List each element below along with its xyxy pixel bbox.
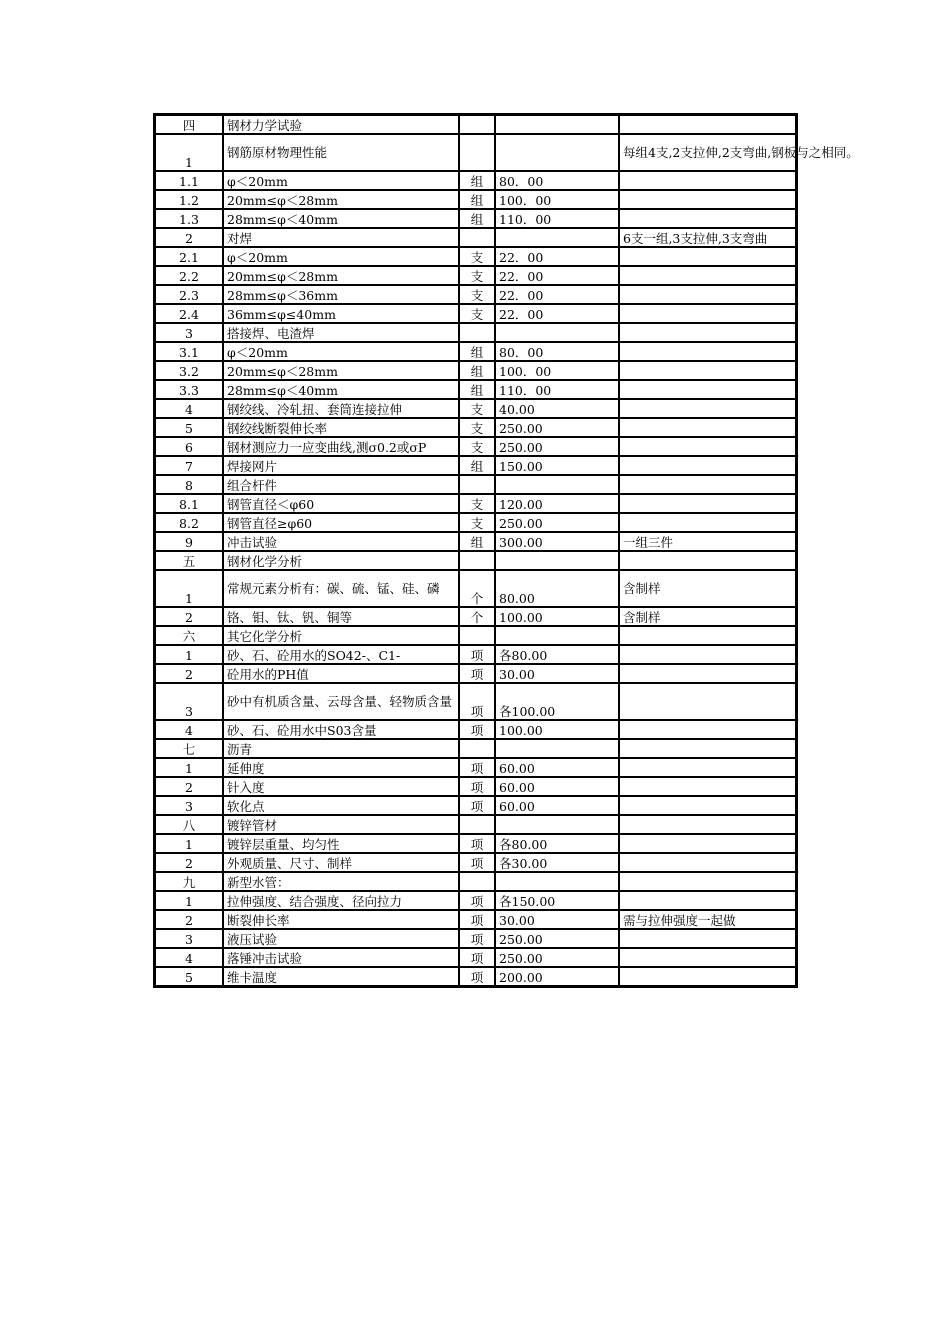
item-number: 3 [155,929,223,948]
item-price: 100.00 [495,720,619,739]
item-unit: 项 [459,720,495,739]
item-name: 铬、钼、钛、钒、铜等 [223,607,459,626]
item-number: 1.2 [155,190,223,209]
item-number: 1 [155,891,223,910]
item-name: 砼用水的PH值 [223,664,459,683]
item-unit: 支 [459,266,495,285]
item-note [619,891,796,910]
item-name: 常规元素分析有：碳、硫、锰、硅、磷 [223,570,459,607]
table-row [155,285,796,304]
item-number: 2.3 [155,285,223,304]
item-unit: 项 [459,910,495,929]
item-price: 各150.00 [495,891,619,910]
item-note [619,323,796,342]
table-row [155,664,796,683]
item-price: 80.00 [495,570,619,607]
table-row [155,437,796,456]
item-note [619,266,796,285]
item-price: 各80.00 [495,834,619,853]
item-price [495,323,619,342]
item-unit: 支 [459,418,495,437]
item-price: 各80.00 [495,645,619,664]
table-row [155,380,796,399]
item-price: 250.00 [495,948,619,967]
item-name: 液压试验 [223,929,459,948]
item-unit [459,115,495,134]
item-unit: 组 [459,532,495,551]
item-note [619,361,796,380]
item-price: 250.00 [495,929,619,948]
item-number: 6 [155,437,223,456]
item-name: 钢筋原材物理性能 [223,134,459,171]
item-price: 100.00 [495,607,619,626]
item-name: φ＜20mm [223,342,459,361]
item-number: 8.2 [155,513,223,532]
table-row [155,948,796,967]
item-unit: 项 [459,967,495,986]
item-name: 断裂伸长率 [223,910,459,929]
item-number: 1 [155,758,223,777]
item-note [619,626,796,645]
item-name: 砂中有机质含量、云母含量、轻物质含量 [223,683,459,720]
item-note [619,342,796,361]
item-note [619,171,796,190]
table-body [155,115,859,986]
item-number: 2.2 [155,266,223,285]
item-name: 新型水管： [223,872,459,891]
item-number: 六 [155,626,223,645]
item-unit: 组 [459,209,495,228]
item-note [619,380,796,399]
item-unit: 个 [459,607,495,626]
item-unit: 支 [459,399,495,418]
item-name: 36mm≤φ≤40mm [223,304,459,323]
item-number: 1 [155,570,223,607]
item-note: 需与拉伸强度一起做 [619,910,796,929]
table-row [155,570,796,607]
item-name: 28mm≤φ＜36mm [223,285,459,304]
item-price [495,872,619,891]
item-unit: 项 [459,796,495,815]
item-note [619,720,796,739]
item-unit [459,475,495,494]
table-row [155,532,796,551]
item-name: 组合杆件 [223,475,459,494]
item-number: 2 [155,910,223,929]
item-price: 22．00 [495,247,619,266]
table-row [155,304,796,323]
item-price: 30.00 [495,664,619,683]
table-row [155,815,796,834]
item-note [619,247,796,266]
item-price: 110．00 [495,380,619,399]
item-number: 4 [155,720,223,739]
item-name: 28mm≤φ＜40mm [223,380,459,399]
table-row [155,626,796,645]
item-unit: 项 [459,777,495,796]
item-unit: 组 [459,361,495,380]
item-price: 250.00 [495,437,619,456]
item-price: 200.00 [495,967,619,986]
item-unit: 组 [459,456,495,475]
item-unit: 项 [459,891,495,910]
table-row [155,323,796,342]
table-row [155,853,796,872]
item-note: 每组4支,2支拉伸,2支弯曲,钢板与之相同。 [619,134,796,171]
item-note [619,872,796,891]
table-row [155,645,796,664]
item-name: 28mm≤φ＜40mm [223,209,459,228]
item-price: 300.00 [495,532,619,551]
document-page [153,113,859,988]
item-name: 钢材测应力一应变曲线,测σ0.2或σP [223,437,459,456]
item-price: 120.00 [495,494,619,513]
item-unit [459,551,495,570]
item-number: 2 [155,853,223,872]
item-unit: 项 [459,834,495,853]
table-row [155,872,796,891]
table-row [155,361,796,380]
item-number: 1.3 [155,209,223,228]
item-unit [459,739,495,758]
item-note [619,796,796,815]
item-number: 1 [155,834,223,853]
item-name: 焊接网片 [223,456,459,475]
item-price: 各100.00 [495,683,619,720]
table-row [155,758,796,777]
item-name: 镀锌管材 [223,815,459,834]
item-price: 22．00 [495,285,619,304]
item-unit: 项 [459,645,495,664]
test-fee-table [153,113,859,988]
table-row [155,513,796,532]
item-unit [459,872,495,891]
item-unit: 组 [459,190,495,209]
table-row [155,134,796,171]
item-price: 110．00 [495,209,619,228]
item-price: 150.00 [495,456,619,475]
item-price: 100．00 [495,190,619,209]
item-number: 3 [155,683,223,720]
item-price [495,815,619,834]
item-unit [459,626,495,645]
item-number: 3.1 [155,342,223,361]
item-unit: 项 [459,683,495,720]
item-note [619,815,796,834]
item-number: 2 [155,777,223,796]
item-name: 维卡温度 [223,967,459,986]
item-number: 3.2 [155,361,223,380]
item-name: 砂、石、砼用水的SO42-、C1- [223,645,459,664]
item-unit: 支 [459,285,495,304]
item-note [619,456,796,475]
item-note [619,967,796,986]
item-unit: 支 [459,304,495,323]
item-note [619,551,796,570]
item-note [619,929,796,948]
table-row [155,891,796,910]
item-unit [459,134,495,171]
item-unit [459,323,495,342]
item-unit: 个 [459,570,495,607]
table-row [155,607,796,626]
item-number: 5 [155,967,223,986]
table-row [155,266,796,285]
item-unit: 项 [459,758,495,777]
item-name: φ＜20mm [223,171,459,190]
item-price [495,115,619,134]
item-number: 七 [155,739,223,758]
item-unit [459,228,495,247]
item-note [619,513,796,532]
item-unit: 支 [459,247,495,266]
item-name: 20mm≤φ＜28mm [223,361,459,380]
item-name: 钢管直径＜φ60 [223,494,459,513]
item-unit: 支 [459,494,495,513]
item-unit [459,815,495,834]
item-name: 其它化学分析 [223,626,459,645]
item-price: 各30.00 [495,853,619,872]
item-number: 1 [155,645,223,664]
item-note [619,645,796,664]
item-number: 2.1 [155,247,223,266]
item-number: 2 [155,228,223,247]
item-unit: 项 [459,929,495,948]
item-unit: 项 [459,664,495,683]
item-note [619,475,796,494]
item-number: 5 [155,418,223,437]
item-price: 40.00 [495,399,619,418]
item-price: 250.00 [495,418,619,437]
item-price: 60.00 [495,796,619,815]
table-row [155,228,796,247]
item-name: 对焊 [223,228,459,247]
item-name: 落锤冲击试验 [223,948,459,967]
table-row [155,910,796,929]
item-note: 含制样 [619,607,796,626]
item-price [495,626,619,645]
item-note [619,304,796,323]
item-price: 80．00 [495,171,619,190]
item-name: 钢绞线断裂伸长率 [223,418,459,437]
table-row [155,342,796,361]
item-price: 60.00 [495,777,619,796]
table-row [155,777,796,796]
item-number: 7 [155,456,223,475]
item-price: 100．00 [495,361,619,380]
item-name: 软化点 [223,796,459,815]
item-number: 4 [155,948,223,967]
item-number: 2.4 [155,304,223,323]
table-row [155,796,796,815]
item-unit: 组 [459,342,495,361]
item-number: 8.1 [155,494,223,513]
item-name: 砂、石、砼用水中S03含量 [223,720,459,739]
item-unit: 组 [459,171,495,190]
item-number: 3 [155,796,223,815]
item-name: 沥青 [223,739,459,758]
item-name: 钢绞线、冷轧扭、套筒连接拉伸 [223,399,459,418]
item-note [619,834,796,853]
item-note [619,683,796,720]
item-price [495,134,619,171]
item-note: 一组三件 [619,532,796,551]
item-number: 四 [155,115,223,134]
item-price [495,228,619,247]
item-price [495,475,619,494]
item-price: 250.00 [495,513,619,532]
item-unit: 支 [459,513,495,532]
item-name: 钢材化学分析 [223,551,459,570]
item-note [619,437,796,456]
item-name: 20mm≤φ＜28mm [223,190,459,209]
item-note [619,418,796,437]
table-row [155,209,796,228]
item-price: 80．00 [495,342,619,361]
item-price [495,739,619,758]
item-number: 3.3 [155,380,223,399]
table-row [155,739,796,758]
table-row [155,834,796,853]
item-number: 2 [155,607,223,626]
table-row [155,967,796,986]
item-price: 22．00 [495,266,619,285]
item-price: 22．00 [495,304,619,323]
table-row [155,720,796,739]
item-note [619,399,796,418]
item-unit: 支 [459,437,495,456]
item-number: 8 [155,475,223,494]
item-name: φ＜20mm [223,247,459,266]
item-note [619,948,796,967]
table-row [155,551,796,570]
item-price: 30.00 [495,910,619,929]
item-note [619,853,796,872]
table-row [155,683,796,720]
table-row [155,475,796,494]
table-row [155,456,796,475]
item-name: 搭接焊、电渣焊 [223,323,459,342]
item-note: 含制样 [619,570,796,607]
item-name: 钢材力学试验 [223,115,459,134]
table-row [155,115,796,134]
item-name: 冲击试验 [223,532,459,551]
item-unit: 项 [459,948,495,967]
item-unit: 项 [459,853,495,872]
item-number: 1.1 [155,171,223,190]
item-name: 20mm≤φ＜28mm [223,266,459,285]
item-name: 拉伸强度、结合强度、径向拉力 [223,891,459,910]
item-note [619,758,796,777]
item-note [619,115,796,134]
table-row [155,171,796,190]
item-note: 6支一组,3支拉伸,3支弯曲 [619,228,796,247]
item-price [495,551,619,570]
item-note [619,494,796,513]
item-number: 八 [155,815,223,834]
item-number: 9 [155,532,223,551]
item-number: 1 [155,134,223,171]
table-row [155,494,796,513]
item-name: 针入度 [223,777,459,796]
item-number: 五 [155,551,223,570]
item-name: 外观质量、尺寸、制样 [223,853,459,872]
item-number: 2 [155,664,223,683]
item-note [619,190,796,209]
table-row [155,247,796,266]
item-name: 钢管直径≥φ60 [223,513,459,532]
item-number: 3 [155,323,223,342]
table-row [155,929,796,948]
item-note [619,777,796,796]
table-row [155,190,796,209]
item-note [619,664,796,683]
item-note [619,285,796,304]
item-note [619,739,796,758]
item-unit: 组 [459,380,495,399]
item-note [619,209,796,228]
item-name: 延伸度 [223,758,459,777]
item-number: 4 [155,399,223,418]
item-name: 镀锌层重量、均匀性 [223,834,459,853]
item-number: 九 [155,872,223,891]
item-price: 60.00 [495,758,619,777]
table-row [155,399,796,418]
table-row [155,418,796,437]
